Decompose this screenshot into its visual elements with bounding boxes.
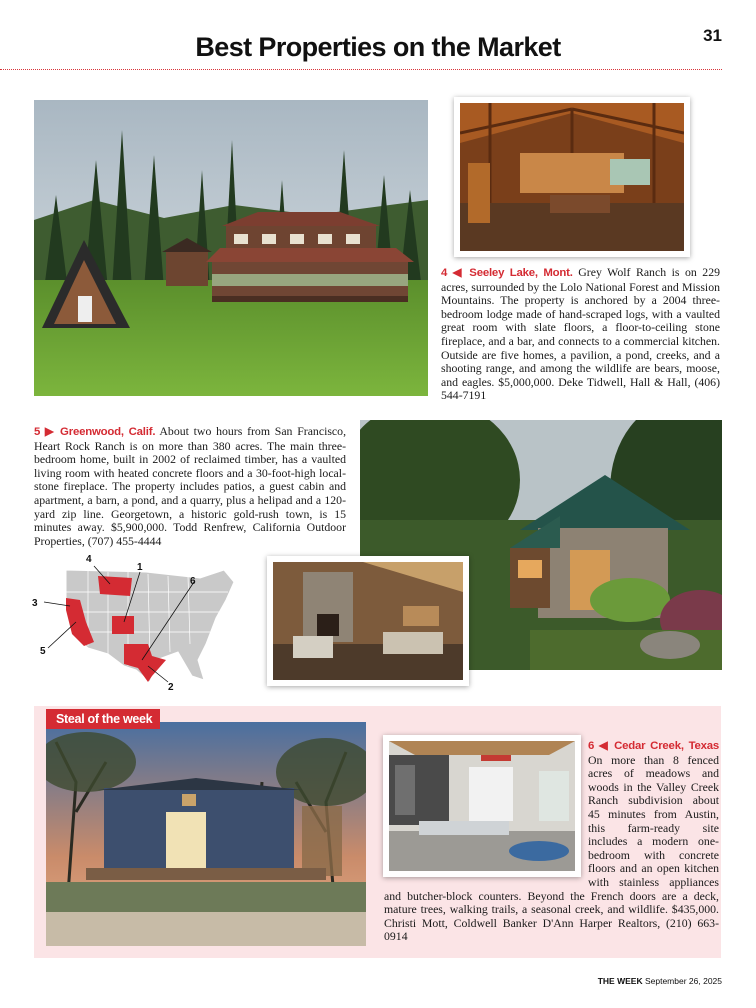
listing-5-text: About two hours from San Francisco, Heart Rock Ranch is on more than 380 acres. The main three-bedroom home, built in 2002 of reclaimed timber, has a vaulted living room with heated concrete floors and a 30-foot-high local-stone fireplace. The property includes patios, a guest cabin and apartment, a barn, a pond, and a quarry, plus a helipad and a 120-yard zip line. Georgetown, a historic gold-rush town, is 15 minutes away. $5,900,000. Todd Renfrew, California Outdoor Properties, (707) 455-4444 bbox=[34, 424, 347, 548]
listing-5-number: 5 bbox=[34, 426, 41, 438]
map-label-4: 4 bbox=[86, 554, 92, 565]
listing-4-text: Grey Wolf Ranch is on 229 acres, surrounded by the Lolo National Forest and Mission Mountains. The property is anchored by a 2004 three-bedroom lodge made of hand-scraped logs, with a vaulted great room with slate floors, a floor-to-ceiling stone fireplace, and a bar, and connects to a commercial kitchen. Outside are five homes, a pavilion, a pond, creeks, and a shooting range, and among the wildlife are bears, moose, and eagles. $5,000,000. Deke Tidwell, Hall & Hall, (406) 544-7191 bbox=[441, 265, 720, 403]
photo-wrap-spacer bbox=[384, 739, 588, 885]
montana-lodge-interior-photo bbox=[454, 97, 690, 257]
montana-ranch-exterior-photo bbox=[34, 100, 428, 396]
page-number: 31 bbox=[703, 26, 722, 45]
steal-of-the-week-badge: Steal of the week bbox=[46, 709, 160, 729]
map-label-2: 2 bbox=[168, 682, 174, 693]
texas-cabin-exterior-photo bbox=[46, 722, 366, 946]
map-label-5: 5 bbox=[40, 646, 46, 657]
page-footer bbox=[598, 976, 722, 986]
listing-6-text: On more than 8 fenced acres of meadows and woods in the Valley Creek Ranch subdivision about 45 minutes from Austin, this farm-ready site includes a modern one-bedroom with concrete floors and an open kitchen with stainless appliances and butcher-block counters. Beyond the French doors are a deck, mature trees, walking trails, a seasonal creek, and wildlife. $435,000. Christi Mott, Coldwell Banker D'Ann Harper Realtors, (210) 663-0914 bbox=[384, 752, 719, 944]
left-arrow-icon: ◀ bbox=[452, 267, 464, 279]
listing-6-number: 6 bbox=[588, 740, 595, 752]
listing-5-location: Greenwood, Calif. bbox=[60, 426, 156, 438]
map-label-1: 1 bbox=[137, 562, 143, 573]
california-living-room-photo bbox=[267, 556, 469, 686]
right-arrow-icon: ▶ bbox=[44, 426, 56, 438]
left-arrow-icon: ◀ bbox=[598, 740, 610, 752]
listing-6-description bbox=[384, 739, 719, 944]
listing-4-description bbox=[441, 266, 720, 403]
publication-name: THE WEEK bbox=[597, 976, 643, 986]
listing-6-location: Cedar Creek, Texas bbox=[614, 740, 720, 752]
issue-date: September 26, 2025 bbox=[644, 976, 722, 986]
us-locator-map bbox=[28, 548, 246, 694]
map-label-6: 6 bbox=[190, 576, 196, 587]
listing-5-description bbox=[34, 425, 346, 548]
listing-4-number: 4 bbox=[441, 267, 448, 279]
map-label-3: 3 bbox=[32, 598, 38, 609]
title-divider bbox=[0, 69, 722, 70]
listing-4-location: Seeley Lake, Mont. bbox=[469, 267, 573, 279]
page-title: Best Properties on the Market bbox=[195, 32, 561, 62]
